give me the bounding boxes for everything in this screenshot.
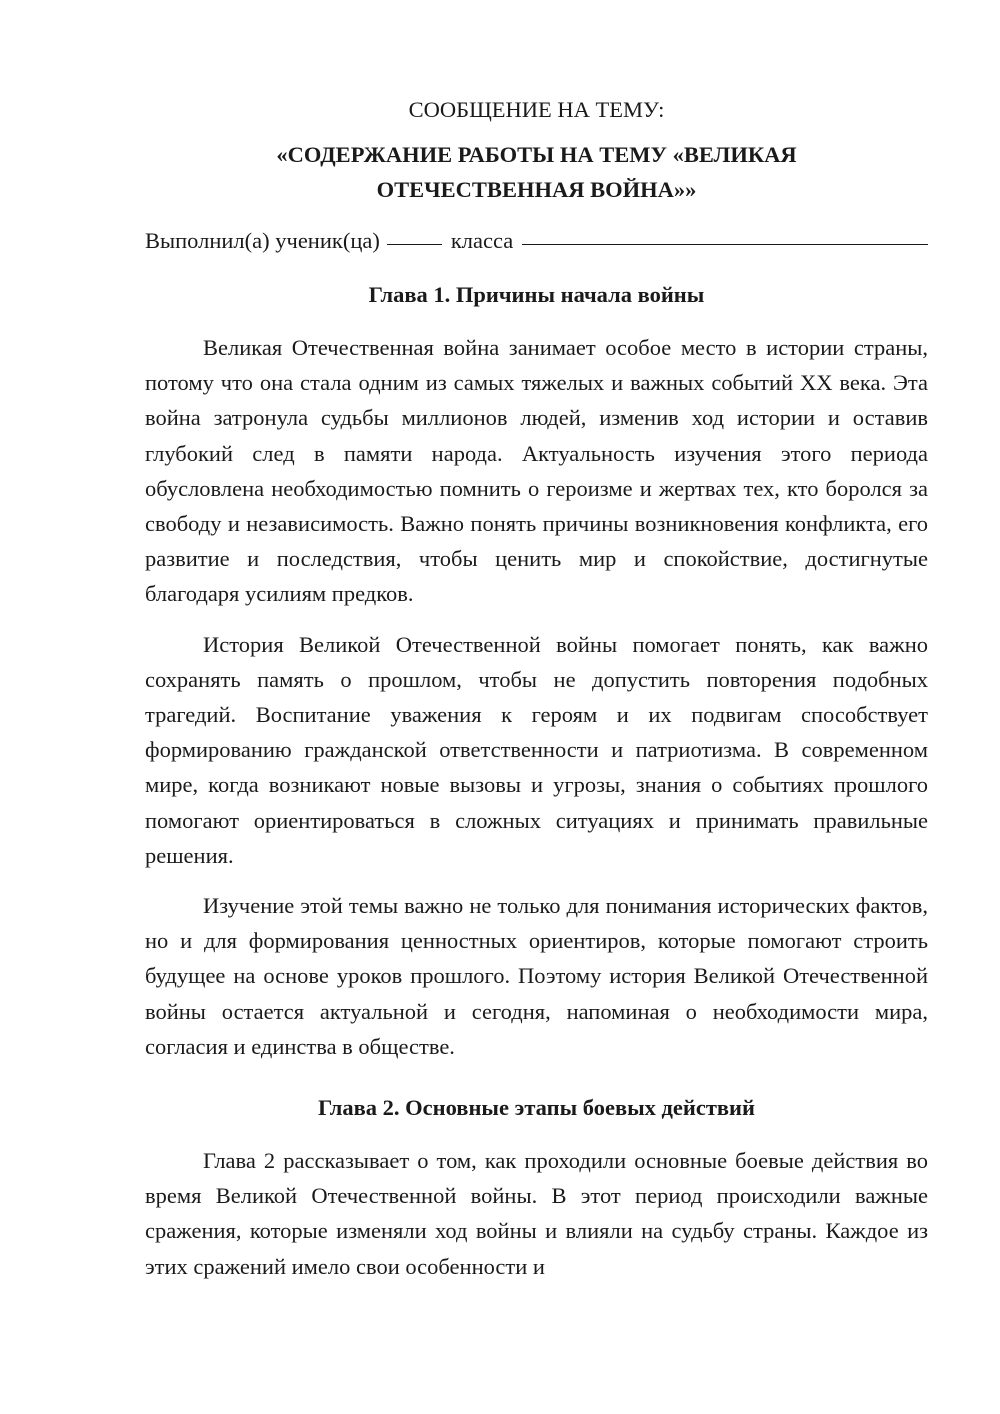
class-number-blank <box>387 243 442 245</box>
chapter-2-paragraph-1: Глава 2 рассказывает о том, как проходили основные боевые действия во время Великой Отечественной войны. В этот период происходили важные сражения, которые изменяли ход войны и влияли на судьбу страны. Каждое из этих сражений имело свои особенности и <box>145 1148 928 1279</box>
document-header: СООБЩЕНИЕ НА ТЕМУ: <box>408 97 665 122</box>
chapter-1-paragraph-1: Великая Отечественная война занимает особое место в истории страны, потому что она стала одним из самых тяжелых и важных событий XX века. Эта война затронула судьбы миллионов людей, изменив ход истории и оставив глубокий след в памяти народа. Актуальность изучения этого периода обусловлена необходимостью помнить о героизме и жертвах тех, кто боролся за свободу и независимость. Важно понять причины возникновения конфликта, его развитие и последствия, чтобы ценить мир и спокойствие, достигнутые благодаря усилиям предков. <box>145 335 928 607</box>
performer-line <box>145 223 928 258</box>
performer-label: Выполнил(а) ученик(ца) <box>145 228 380 253</box>
chapter-1-paragraph-3: Изучение этой темы важно не только для понимания исторических фактов, но и для формирования ценностных ориентиров, которые помогают строить будущее на основе уроков прошлого. Поэтому история Великой Отечественной войны остается актуальной и сегодня, напоминая о необходимости мира, согласия и единства в обществе. <box>145 893 928 1059</box>
chapter-2-heading: Глава 2. Основные этапы боевых действий <box>317 1095 755 1121</box>
document-title-line-1: «СОДЕРЖАНИЕ РАБОТЫ НА ТЕМУ «ВЕЛИКАЯ <box>276 142 797 167</box>
student-name-blank <box>522 243 928 245</box>
chapter-1-heading: Глава 1. Причины начала войны <box>368 282 705 307</box>
class-label: класса <box>450 228 514 253</box>
document-content <box>145 92 928 1299</box>
chapter-1-paragraph-2: История Великой Отечественной войны помогает понять, как важно сохранять память о прошлом, чтобы не допустить повторения подобных трагедий. Воспитание уважения к героям и их подвигам способствует формированию гражданской ответственности и патриотизма. В современном мире, когда возникают новые вызовы и угрозы, знания о событиях прошлого помогают ориентироваться в сложных ситуациях и принимать правильные решения. <box>145 631 928 868</box>
document-title <box>145 137 928 207</box>
document-title-line-2: ОТЕЧЕСТВЕННАЯ ВОЙНА»» <box>376 177 697 202</box>
